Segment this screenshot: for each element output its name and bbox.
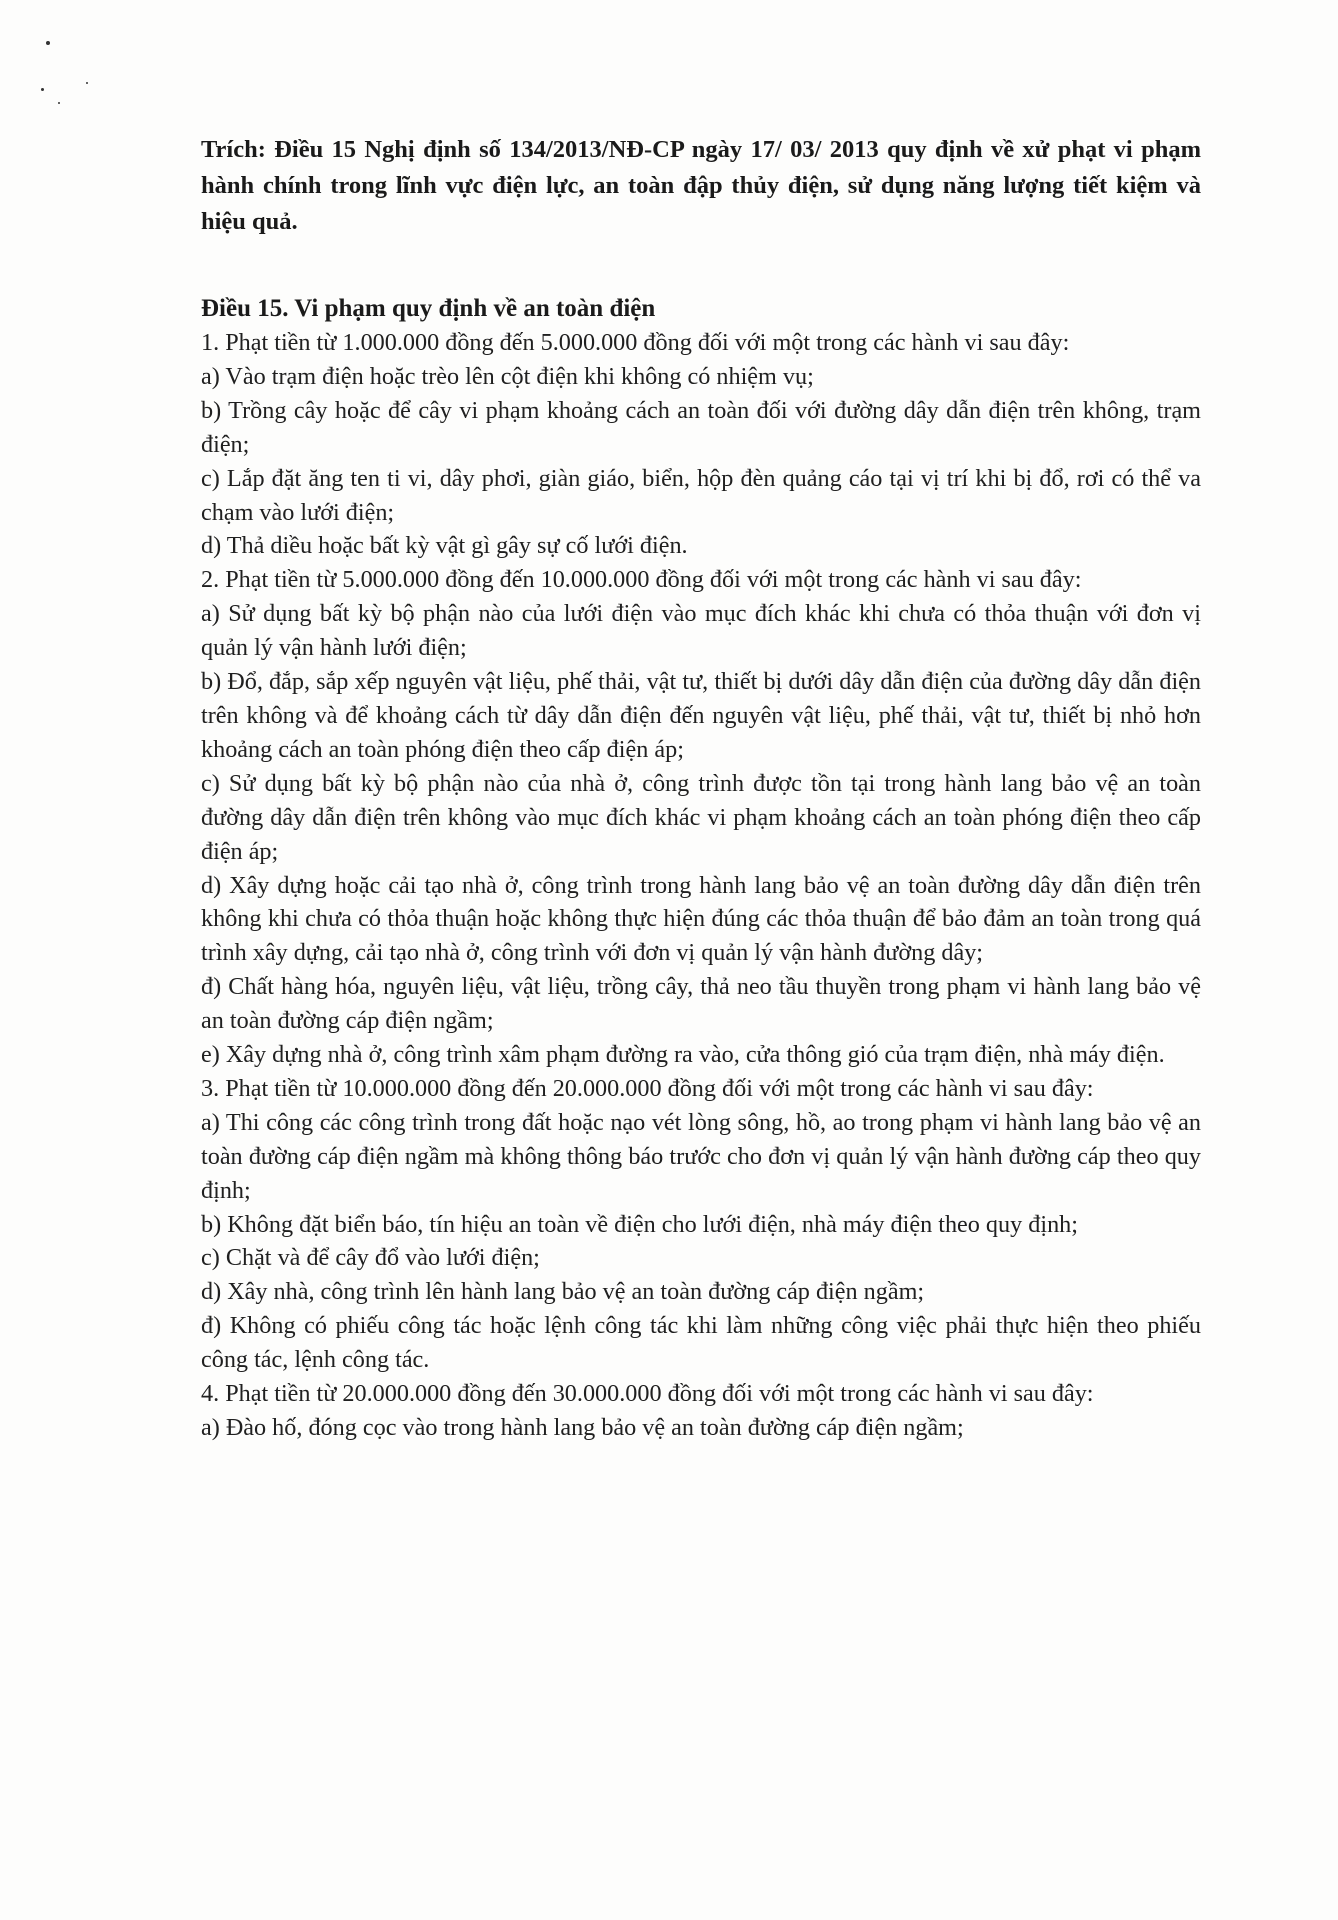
paragraph-item: c) Sử dụng bất kỳ bộ phận nào của nhà ở, công trình được tồn tại trong hành lang bảo vệ an toàn đường dây dẫn điện trên không vào mục đích khác vi phạm khoảng cách an toàn phóng điện theo cấp điện áp; [201, 769, 1201, 865]
scan-speck [46, 41, 50, 45]
paragraph-item: d) Xây dựng hoặc cải tạo nhà ở, công trình trong hành lang bảo vệ an toàn đường dây dẫn điện trên không khi chưa có thỏa thuận hoặc không thực hiện đúng các thỏa thuận để bảo đảm an toàn trong quá trình xây dựng, cải tạo nhà ở, công trình với đơn vị quản lý vận hành đường dây; [201, 871, 1201, 967]
scan-speck [41, 88, 44, 91]
scan-speck [86, 82, 88, 84]
paragraph-item: b) Không đặt biển báo, tín hiệu an toàn về điện cho lưới điện, nhà máy điện theo quy định; [201, 1210, 1078, 1238]
paragraph-item: a) Sử dụng bất kỳ bộ phận nào của lưới điện vào mục đích khác khi chưa có thỏa thuận với đơn vị quản lý vận hành lưới điện; [201, 600, 1201, 662]
paragraph-item: đ) Chất hàng hóa, nguyên liệu, vật liệu, trồng cây, thả neo tầu thuyền trong phạm vi hành lang bảo vệ an toàn đường cáp điện ngầm; [201, 973, 1201, 1035]
paragraph-item: a) Thi công các công trình trong đất hoặc nạo vét lòng sông, hồ, ao trong phạm vi hành lang bảo vệ an toàn đường cáp điện ngầm mà không thông báo trước cho đơn vị quản lý vận hành đường cáp theo quy định; [201, 1108, 1201, 1204]
paragraph-item: b) Đổ, đắp, sắp xếp nguyên vật liệu, phế thải, vật tư, thiết bị dưới dây dẫn điện của đường dây dẫn điện trên không và để khoảng cách từ dây dẫn điện đến nguyên vật liệu, phế thải, vật tư, thiết bị nhỏ hơn khoảng cách an toàn phóng điện theo cấp điện áp; [201, 668, 1201, 763]
document-intro: Trích: Điều 15 Nghị định số 134/2013/NĐ-CP ngày 17/ 03/ 2013 quy định về xử phạt vi phạm hành chính trong lĩnh vực điện lực, an toàn đập thủy điện, sử dụng năng lượng tiết kiệm và hiệu quả. [201, 136, 1201, 235]
paragraph-clause-1: 1. Phạt tiền từ 1.000.000 đồng đến 5.000.000 đồng đối với một trong các hành vi sau đây: [201, 329, 1070, 356]
paragraph-item: e) Xây dựng nhà ở, công trình xâm phạm đường ra vào, cửa thông gió của trạm điện, nhà máy điện. [201, 1041, 1165, 1069]
paragraph-item: đ) Không có phiếu công tác hoặc lệnh công tác khi làm những công việc phải thực hiện theo phiếu công tác, lệnh công tác. [201, 1312, 1201, 1374]
scan-speck [58, 102, 60, 104]
paragraph-item: a) Đào hố, đóng cọc vào trong hành lang bảo vệ an toàn đường cáp điện ngầm; [201, 1414, 964, 1441]
paragraph-item: c) Chặt và để cây đổ vào lưới điện; [201, 1244, 540, 1272]
paragraph-item: b) Trồng cây hoặc để cây vi phạm khoảng cách an toàn đối với đường dây dẫn điện trên không, trạm điện; [201, 396, 1201, 458]
article-title: Điều 15. Vi phạm quy định về an toàn điện [201, 295, 656, 322]
paragraph-clause-2: 2. Phạt tiền từ 5.000.000 đồng đến 10.000.000 đồng đối với một trong các hành vi sau đây: [201, 566, 1082, 594]
article-paragraphs [201, 326, 1201, 1445]
paragraph-item: a) Vào trạm điện hoặc trèo lên cột điện khi không có nhiệm vụ; [201, 362, 814, 390]
paragraph-item: c) Lắp đặt ăng ten ti vi, dây phơi, giàn giáo, biển, hộp đèn quảng cáo tại vị trí khi bị đổ, rơi có thể va chạm vào lưới điện; [201, 464, 1201, 526]
paragraph-item: d) Xây nhà, công trình lên hành lang bảo vệ an toàn đường cáp điện ngầm; [201, 1278, 925, 1306]
paragraph-item: d) Thả diều hoặc bất kỳ vật gì gây sự cố lưới điện. [201, 532, 688, 560]
paragraph-clause-4: 4. Phạt tiền từ 20.000.000 đồng đến 30.000.000 đồng đối với một trong các hành vi sau đây: [201, 1380, 1094, 1408]
document-body [201, 132, 1201, 1445]
paragraph-clause-3: 3. Phạt tiền từ 10.000.000 đồng đến 20.000.000 đồng đối với một trong các hành vi sau đây: [201, 1074, 1094, 1102]
